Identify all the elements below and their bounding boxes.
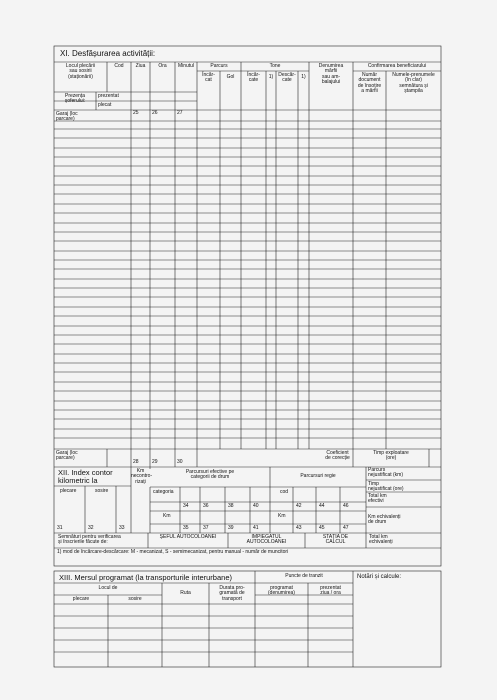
col-header-name-signature: Numele-prenumele (în clar) semnătura și ștampila — [392, 72, 435, 94]
col-header-loaded: Încăr- cat — [202, 72, 215, 84]
field-num-35: 35 — [183, 525, 189, 531]
overhead-distances-label: Parcursuri regie — [300, 473, 336, 479]
garage-end-label: Garaj (loc parcare) — [56, 450, 78, 462]
field-num-41: 41 — [253, 525, 259, 531]
notes-calculations-label: Notări și calcule: — [357, 574, 402, 580]
unjustified-time-label: Timp nejustificat (ore) — [368, 481, 404, 493]
field-num-42: 42 — [296, 503, 302, 509]
km-label-effective: Km — [163, 513, 171, 519]
section13-title: XIII. Mersul programat (la transporturile interurbane) — [59, 573, 232, 582]
scheduled-duration-label: Durata pro- gramată de transport — [219, 585, 245, 602]
field-num-45: 45 — [319, 525, 325, 531]
field-num-33: 33 — [119, 525, 125, 531]
total-equivalent-km-label: Total km echivalenți — [369, 534, 393, 546]
effective-distances-label: Parcursuri efective pe categorii de drum — [185, 469, 235, 481]
calculation-station-label: STAȚIA DE CALCUL — [322, 534, 349, 546]
field-num-26: 26 — [152, 110, 158, 116]
field-num-37: 37 — [203, 525, 209, 531]
departure-label: plecare — [60, 488, 77, 494]
field-num-34: 34 — [183, 503, 189, 509]
signatures-label: Semnături pentru verificarea și înscrierile făcute de: — [58, 534, 121, 546]
field-num-27: 27 — [177, 110, 183, 116]
col-header-minute: Minutul — [177, 63, 195, 69]
col-header-empty: Gol — [226, 74, 235, 80]
field-num-40: 40 — [253, 503, 259, 509]
field-num-25: 25 — [133, 110, 139, 116]
field-num-46: 46 — [343, 503, 349, 509]
col-header-code: Cod — [114, 63, 124, 69]
category-label: categoria — [153, 489, 174, 495]
unjustified-distance-label: Parcurs nejustificat (km) — [368, 467, 404, 479]
col-header-hour: Ora — [158, 63, 167, 69]
loading-mode-footnote: 1) mod de încărcare-descărcare: M - mecanizat, S - semimecanizat, pentru manual - număr de muncitori — [57, 549, 289, 555]
section11-title: XI. Desfășurarea activității: — [60, 49, 156, 58]
field-num-32: 32 — [88, 525, 94, 531]
departed-label: plecat — [98, 102, 112, 108]
total-effective-km-label: Total km efectivi — [368, 493, 387, 505]
field-num-47: 47 — [343, 525, 349, 531]
route-label: Ruta — [180, 590, 191, 596]
field-num-30: 30 — [177, 459, 183, 465]
transit-points-label: Puncte de tranzit — [285, 573, 323, 579]
scheduled-name-label: programat (denumirea) — [268, 585, 295, 597]
field-num-28: 28 — [133, 459, 139, 465]
col-header-mark-1a: 1) — [268, 74, 274, 80]
driver-presence-label: Prezența șoferului: — [64, 93, 86, 105]
correction-coefficient-label: Coeficient de corecție — [325, 450, 350, 462]
column-clerk-label: IMPIEGATUL AUTOCOLOANEI — [246, 534, 287, 546]
field-num-36: 36 — [203, 503, 209, 509]
col-header-tons: Tone — [269, 63, 281, 69]
uncontrolled-km-label: Km necontro- rizați — [131, 468, 153, 485]
field-num-31: 31 — [57, 525, 63, 531]
col-header-day: Ziua — [135, 63, 146, 69]
departure-place-label: plecare — [72, 596, 90, 602]
col-header-distance: Parcurs — [210, 63, 228, 69]
garage-start-label: Garaj (loc parcare) — [56, 111, 78, 123]
col-header-goods-name: Denumirea mărfii sau am- balajului — [318, 63, 344, 85]
km-label-overhead: Km — [278, 513, 286, 519]
operation-time-label: Timp exploatare (ore) — [373, 450, 409, 462]
equivalent-km-label: Km echivalenți de drum — [368, 514, 401, 526]
presented-day-hour-label: prezentat ziua / ora — [320, 585, 341, 597]
presented-label: prezentat — [98, 93, 119, 99]
column-chief-label: ȘEFUL AUTOCOLOANEI — [159, 534, 217, 540]
col-header-unloaded-tons: Descăr- cate — [278, 72, 296, 84]
section12-title: XII. Index contor kilometric la — [58, 468, 113, 485]
col-header-confirmation: Confirmarea beneficiarului — [367, 63, 427, 69]
field-num-29: 29 — [152, 459, 158, 465]
arrival-label: sosire — [95, 488, 109, 494]
field-num-43: 43 — [296, 525, 302, 531]
field-num-38: 38 — [228, 503, 234, 509]
activity-rows — [54, 129, 441, 438]
col-header-mark-1b: 1) — [301, 74, 306, 80]
col-header-location: Locul plecării sau sosirii (staționării) — [65, 63, 96, 80]
field-num-44: 44 — [319, 503, 325, 509]
arrival-place-label: sosire — [128, 596, 142, 602]
col-header-document-number: Număr document de însoțire a mărfii — [357, 72, 382, 94]
field-num-39: 39 — [228, 525, 234, 531]
code-label: cod — [280, 489, 289, 495]
place-of-label: Locul de — [98, 585, 118, 591]
col-header-loaded-tons: Încăr- cate — [247, 72, 260, 84]
